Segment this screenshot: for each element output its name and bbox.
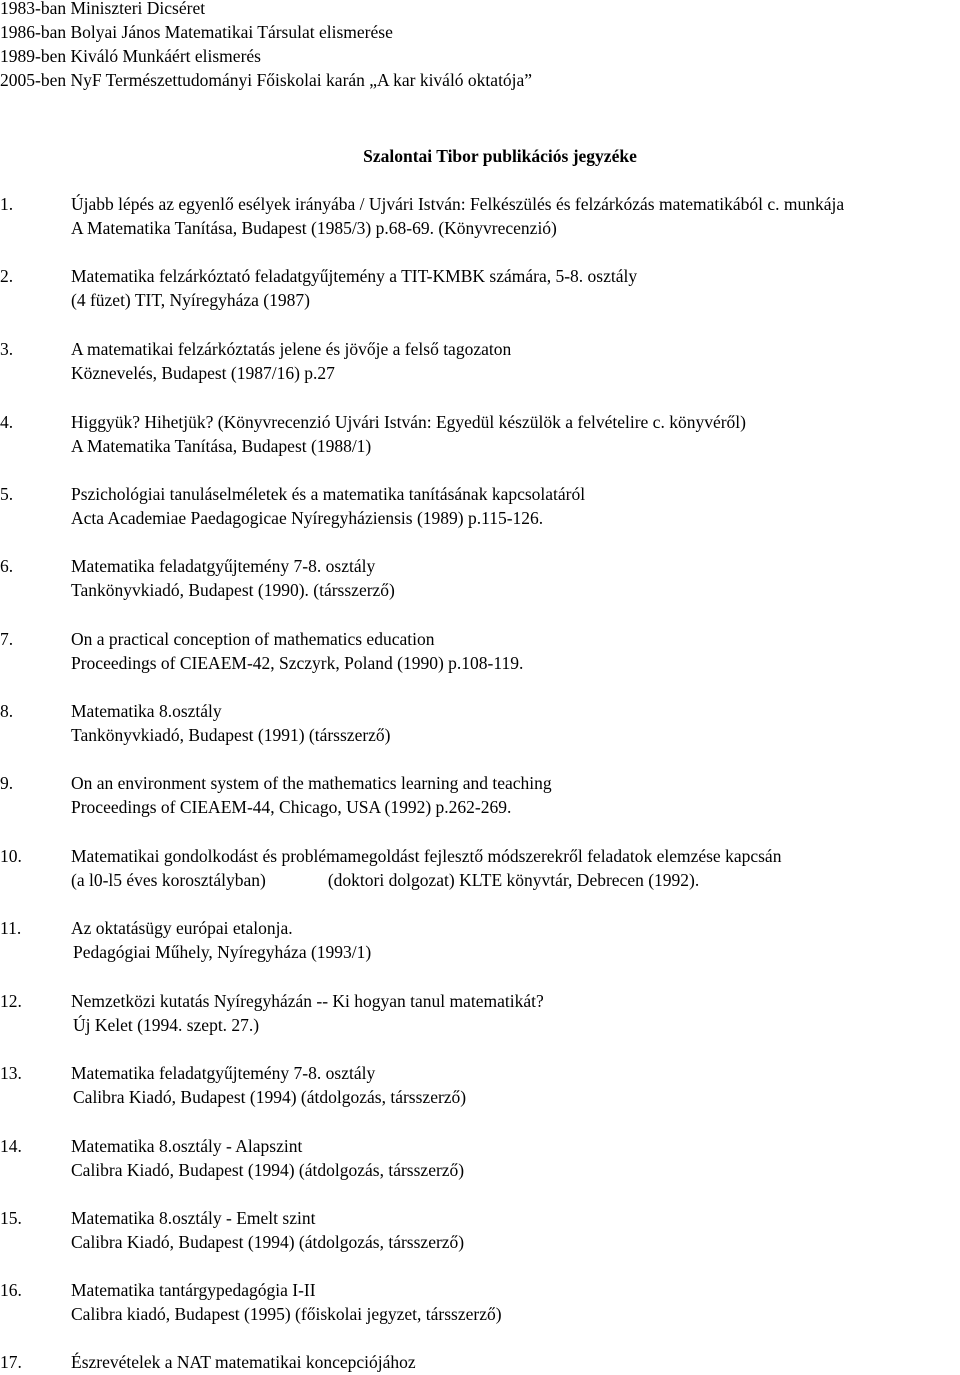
publication-source: Tankönyvkiadó, Budapest (1990). (társszerző): [71, 580, 395, 600]
publication-item: [0, 192, 960, 240]
publication-source: Calibra Kiadó, Budapest (1994) (átdolgozás, társszerző): [73, 1087, 467, 1107]
publication-number: 12.: [0, 991, 22, 1011]
publication-source: Pedagógiai Műhely, Nyíregyháza (1993/1): [73, 942, 372, 962]
publication-number: 14.: [0, 1136, 22, 1156]
publication-source: Calibra Kiadó, Budapest (1994) (átdolgozás, társszerző): [71, 1232, 465, 1252]
publication-title: Matematika feladatgyűjtemény 7-8. osztály: [71, 1063, 376, 1083]
publication-source-part: (doktori dolgozat) KLTE könyvtár, Debrecen (1992).: [327, 870, 700, 890]
publication-item: [0, 264, 960, 312]
publication-source: Acta Academiae Paedagogicae Nyíregyháziensis (1989) p.115-126.: [71, 508, 544, 528]
publication-title: Az oktatásügy európai etalonja.: [71, 918, 293, 938]
publication-number: 13.: [0, 1063, 22, 1083]
publication-title: On a practical conception of mathematics education: [71, 629, 435, 649]
award-item: 1989-ben Kiváló Munkáért elismerés: [0, 46, 261, 66]
publication-title: On an environment system of the mathematics learning and teaching: [71, 773, 552, 793]
publication-number: 16.: [0, 1280, 22, 1300]
publication-item: [0, 1350, 960, 1374]
publication-number: 3.: [0, 339, 14, 359]
publication-title: Matematika 8.osztály: [71, 701, 222, 721]
publication-source: A Matematika Tanítása, Budapest (1985/3) p.68-69. (Könyvrecenzió): [71, 218, 557, 238]
awards-list: [0, 0, 960, 92]
publication-source: Tankönyvkiadó, Budapest (1991) (társszerző): [71, 725, 391, 745]
publication-source: Proceedings of CIEAEM-42, Szczyrk, Poland (1990) p.108-119.: [71, 653, 524, 673]
publication-source: Új Kelet (1994. szept. 27.): [73, 1015, 260, 1035]
publication-title: Matematika 8.osztály - Alapszint: [71, 1136, 303, 1156]
publication-title: Matematikai gondolkodást és problémamegoldást fejlesztő módszerekről feladatok elemzése kapcsán: [71, 846, 782, 866]
publication-item: [0, 1278, 960, 1326]
publication-item: [0, 1206, 960, 1254]
publication-item: [0, 1134, 960, 1182]
publication-item: [0, 916, 960, 964]
publication-title: Matematika tantárgypedagógia I-II: [71, 1280, 316, 1300]
publication-item: [0, 627, 960, 675]
publication-title: Higgyük? Hihetjük? (Könyvrecenzió Ujvári István: Egyedül készülök a felvételire c. könyvéről): [71, 412, 746, 432]
publication-number: 17.: [0, 1352, 22, 1372]
publication-item: [0, 844, 960, 892]
publication-number: 1.: [0, 194, 14, 214]
publication-title: Észrevételek a NAT matematikai koncepciójához: [71, 1352, 416, 1372]
award-item: 1986-ban Bolyai János Matematikai Társulat elismerése: [0, 22, 393, 42]
publication-number: 8.: [0, 701, 14, 721]
publication-source-part: (a l0-l5 éves korosztályban): [71, 870, 266, 890]
publication-number: 10.: [0, 846, 22, 866]
publication-item: [0, 989, 960, 1037]
publication-title: A matematikai felzárkóztatás jelene és jövője a felső tagozaton: [71, 339, 512, 359]
publication-number: 9.: [0, 773, 14, 793]
publication-title: Matematika feladatgyűjtemény 7-8. osztály: [71, 556, 376, 576]
publication-item: [0, 482, 960, 530]
publication-source: A Matematika Tanítása, Budapest (1988/1): [71, 436, 372, 456]
publication-item: [0, 337, 960, 385]
publication-item: [0, 554, 960, 602]
publication-source: [71, 868, 699, 892]
publication-title: Nemzetközi kutatás Nyíregyházán -- Ki hogyan tanul matematikát?: [71, 991, 544, 1011]
publication-title: Matematika 8.osztály - Emelt szint: [71, 1208, 316, 1228]
publication-number: 2.: [0, 266, 14, 286]
publication-number: 4.: [0, 412, 14, 432]
page-title: Szalontai Tibor publikációs jegyzéke: [363, 146, 637, 166]
award-item: 2005-ben NyF Természettudományi Főiskolai karán „A kar kiváló oktatója”: [0, 70, 533, 90]
publication-source: Calibra Kiadó, Budapest (1994) (átdolgozás, társszerző): [71, 1160, 465, 1180]
publication-item: [0, 1061, 960, 1109]
publication-title: Újabb lépés az egyenlő esélyek irányába / Ujvári István: Felkészülés és felzárkózás matematikából c. munkája: [71, 194, 845, 214]
publication-source: Calibra kiadó, Budapest (1995) (főiskolai jegyzet, társszerző): [71, 1304, 502, 1324]
publication-number: 6.: [0, 556, 14, 576]
publication-number: 7.: [0, 629, 14, 649]
publication-source: Köznevelés, Budapest (1987/16) p.27: [71, 363, 335, 383]
publication-number: 15.: [0, 1208, 22, 1228]
publication-source: Proceedings of CIEAEM-44, Chicago, USA (1992) p.262-269.: [71, 797, 512, 817]
publication-title: Pszichológiai tanuláselméletek és a matematika tanításának kapcsolatáról: [71, 484, 586, 504]
publication-title: Matematika felzárkóztató feladatgyűjtemény a TIT-KMBK számára, 5-8. osztály: [71, 266, 638, 286]
award-item: 1983-ban Miniszteri Dicséret: [0, 0, 206, 18]
publication-number: 11.: [0, 918, 22, 938]
publication-item: [0, 410, 960, 458]
publication-number: 5.: [0, 484, 14, 504]
publication-item: [0, 771, 960, 819]
publication-item: [0, 699, 960, 747]
publication-source: (4 füzet) TIT, Nyíregyháza (1987): [71, 290, 310, 310]
